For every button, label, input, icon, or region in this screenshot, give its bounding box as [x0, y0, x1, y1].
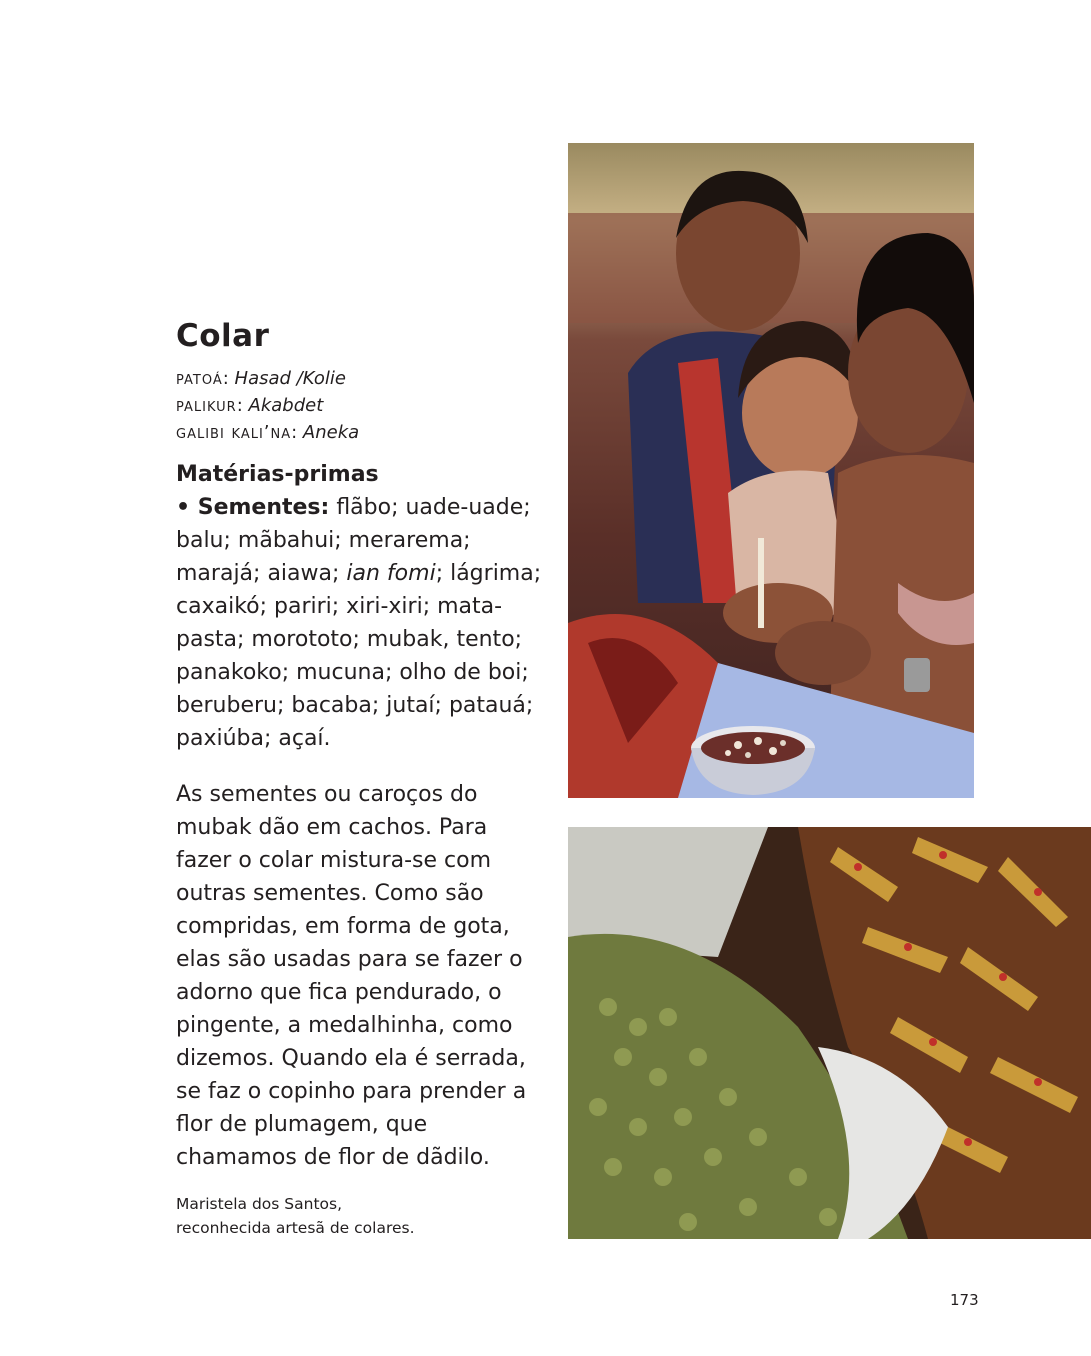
name-patoa: patoá: Hasad /Kolie [176, 368, 346, 389]
language-label: patoá [176, 368, 223, 389]
seeds-text-b: ; lágrima; caxaikó; pariri; xiri-xiri; mata-pasta; morototo; mubak, tento; panakoko; mucuna; olho de boi; beruberu; bacaba; jutaí; patauá; paxiúba; açaí. [176, 561, 542, 751]
language-label: palikur [176, 395, 237, 416]
attribution-name: Maristela dos Santos, [176, 1195, 343, 1213]
photo-seeds [568, 827, 1091, 1239]
local-word: Hasad /Kolie [234, 368, 346, 389]
attribution-role: reconhecida artesã de colares. [176, 1219, 415, 1237]
local-word: Akabdet [248, 395, 324, 416]
name-palikur: palikur: Akabdet [176, 395, 324, 416]
materials-section [176, 458, 546, 755]
seeds-text-a: flãbo; uade-uade; balu; mãbahui; merarema; marajá; aiawa; [176, 495, 531, 586]
quote-attribution [176, 1192, 415, 1240]
seeds-text-italic: ian fomi [346, 561, 436, 586]
local-names [176, 365, 359, 446]
materials-list [176, 491, 546, 755]
page-number: 173 [950, 1291, 979, 1309]
local-word: Aneka [302, 422, 360, 443]
photo-family-making-necklace [568, 143, 974, 798]
name-galibi: galibi kali’na: Aneka [176, 422, 360, 443]
seeds-photo-illustration [568, 827, 1091, 1239]
family-photo-illustration [568, 143, 974, 798]
page-title: Colar [176, 318, 270, 354]
materials-heading: Matérias-primas [176, 462, 379, 487]
language-label: galibi kali’na [176, 422, 292, 443]
quote-paragraph: As sementes ou caroços do mubak dão em cachos. Para fazer o colar mistura-se com outras sementes. Como são compridas, em forma de gota, elas são usadas para se fazer o adorno que fica pendurado, o pingente, a medalhinha, como dizemos. Quando ela é serrada, se faz o copinho para prender a flor de plumagem, que chamamos de flor de dãdilo. [176, 782, 527, 1170]
seeds-label: • Sementes: [176, 495, 330, 520]
